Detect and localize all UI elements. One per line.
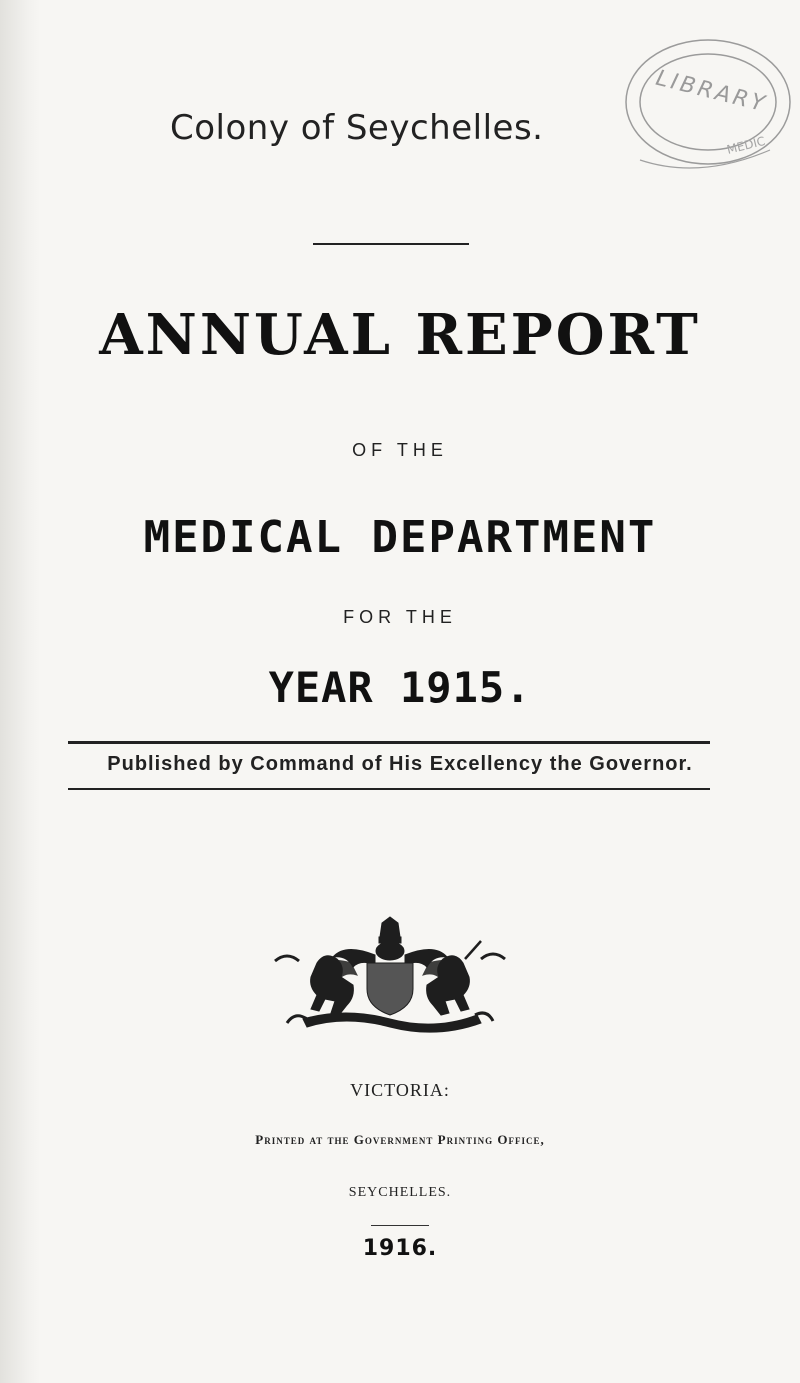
imprint-printer: Printed at the Government Printing Office, — [255, 1132, 545, 1147]
imprint-divider — [371, 1225, 429, 1226]
royal-coat-of-arms-icon — [255, 915, 525, 1035]
imprint-place: VICTORIA: — [350, 1080, 450, 1100]
report-title: ANNUAL REPORT — [99, 302, 701, 368]
title-divider — [313, 243, 469, 245]
published-notice: Published by Command of His Excellency the Governor. — [107, 753, 693, 775]
colony-title: Colony of Seychelles. — [170, 108, 544, 148]
department-title: MEDICAL DEPARTMENT — [143, 512, 657, 563]
library-stamp-icon — [600, 30, 800, 200]
imprint-year: 1916. — [362, 1236, 438, 1261]
report-year: YEAR 1915. — [268, 663, 532, 712]
svg-text:MEDIC: MEDIC — [725, 133, 767, 157]
published-rule-top — [68, 741, 710, 744]
published-rule-bottom — [68, 788, 710, 790]
of-the-label: OF THE — [352, 440, 448, 460]
for-the-label: FOR THE — [343, 607, 457, 627]
imprint-location: SEYCHELLES. — [348, 1185, 452, 1200]
svg-text:LIBRARY: LIBRARY — [653, 65, 770, 118]
